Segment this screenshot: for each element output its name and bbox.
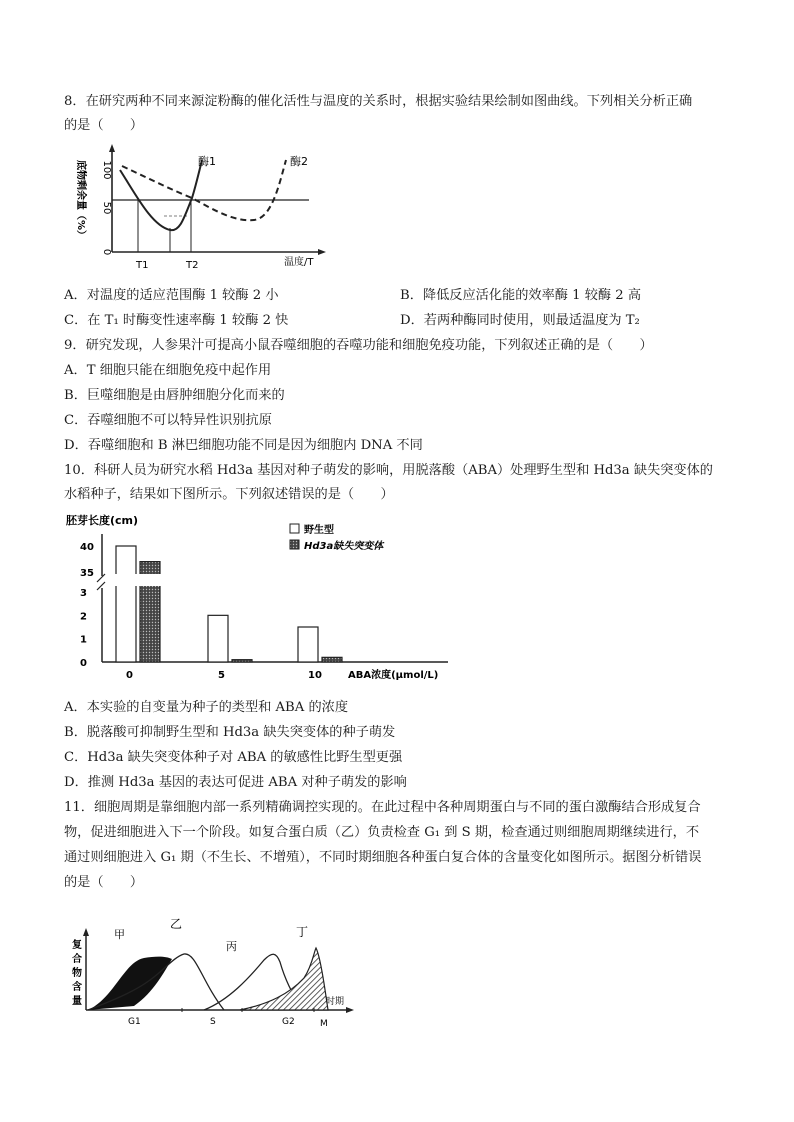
q10-bar-break-gap (115, 574, 137, 586)
q10-bar-chart (64, 510, 484, 690)
q10-xlabel: ABA浓度(μmol/L) (348, 670, 439, 681)
q10-ytick: 2 (80, 611, 87, 623)
q10-legend-swatch (290, 524, 299, 533)
q11-area-jia (88, 957, 172, 1010)
q10-xtick: 0 (126, 670, 133, 681)
q10-bar (322, 657, 342, 662)
q10-stem-line1: 10．科研人员为研究水稻 Hd3a 基因对种子萌发的影响，用脱落酸（ABA）处理野生型和 Hd3a 缺失突变体的 (64, 463, 713, 478)
q9-option-a: A．T 细胞只能在细胞免疫中起作用 (64, 363, 272, 378)
q10-xtick: 10 (308, 670, 322, 681)
q8-xlabel: 温度/T (284, 257, 314, 268)
q10-option-b: B．脱落酸可抑制野生型和 Hd3a 缺失突变体的种子萌发 (64, 725, 396, 740)
q11-stem-line4: 的是（ ） (64, 875, 144, 890)
q11-label-ding: 丁 (296, 925, 309, 939)
q10-option-d: D．推测 Hd3a 基因的表达可促进 ABA 对种子萌发的影响 (64, 775, 407, 790)
q10-ylabel: 胚芽长度(cm) (66, 514, 139, 527)
q8-stem-line2: 的是（ ） (64, 118, 144, 133)
q10-bar (298, 627, 318, 662)
q8-ytick-100: 100 (101, 160, 112, 180)
q9-option-d: D．吞噬细胞和 B 淋巴细胞功能不同是因为细胞内 DNA 不同 (64, 438, 423, 453)
q8-option-c: C．在 T₁ 时酶变性速率酶 1 较酶 2 快 (64, 313, 289, 328)
q8-mark-T2: T2 (186, 260, 199, 271)
q10-bar (116, 546, 136, 662)
q10-ytick: 0 (80, 658, 87, 669)
q8-option-a: A．对温度的适应范围酶 1 较酶 2 小 (64, 288, 279, 303)
q9-option-c: C．吞噬细胞不可以特异性识别抗原 (64, 413, 272, 428)
q11-label-jia: 甲 (114, 928, 125, 941)
q8-ytick-0: 0 (101, 248, 112, 256)
q11-phase-g1: G1 (128, 1017, 141, 1027)
q8-stem-line1: 8．在研究两种不同来源淀粉酶的催化活性与温度的关系时，根据实验结果绘制如图曲线。下列相关分析正确 (64, 94, 693, 109)
q11-ylabel-char2: 合 (72, 954, 82, 965)
q11-phase-g2: G2 (282, 1017, 295, 1027)
q11-stem-line1: 11．细胞周期是靠细胞内部一系列精确调控实现的。在此过程中各种周期蛋白与不同的蛋白激酶结合形成复合 (64, 800, 701, 815)
q8-enzyme-graph (64, 140, 364, 275)
q10-ytick: 35 (80, 568, 94, 579)
q10-axis-break-mark (97, 574, 105, 582)
q11-cell-cycle-graph (64, 912, 364, 1032)
q11-ylabel-char1: 复 (72, 940, 82, 951)
q11-area-ding (240, 948, 328, 1010)
q10-legend-label: Hd3a缺失突变体 (304, 541, 384, 552)
q11-ylabel-char3: 物 (72, 968, 82, 979)
q11-ylabel-char5: 量 (72, 996, 82, 1007)
q8-option-b: B．降低反应活化能的效率酶 1 较酶 2 高 (400, 288, 642, 303)
q11-label-bing: 丙 (226, 940, 237, 953)
q10-legend-swatch (290, 540, 299, 549)
q9-stem: 9．研究发现，人参果汁可提高小鼠吞噬细胞的吞噬功能和细胞免疫功能，下列叙述正确的是（ ） (64, 338, 653, 353)
q11-ylabel-char4: 含 (72, 982, 82, 993)
q11-phase-m: M (320, 1019, 328, 1029)
q8-label-enzyme1: 酶1 (198, 155, 216, 168)
q8-label-enzyme2: 酶2 (290, 155, 308, 168)
q10-legend-label: 野生型 (304, 525, 334, 536)
q10-ytick: 1 (80, 634, 87, 646)
q10-bar-break-gap (139, 574, 161, 586)
q10-option-c: C．Hd3a 缺失突变体种子对 ABA 的敏感性比野生型更强 (64, 750, 403, 765)
q11-xlabel: 时期 (326, 997, 345, 1007)
q11-phase-s: S (210, 1017, 216, 1027)
q10-bar (208, 615, 228, 662)
q10-axis-break-mark (97, 582, 105, 590)
q10-stem-line2: 水稻种子，结果如下图所示。下列叙述错误的是（ ） (64, 487, 394, 502)
q9-option-b: B．巨噬细胞是由唇肿细胞分化而来的 (64, 388, 285, 403)
q8-ylabel: 底物剩余量（%） (75, 159, 86, 241)
q11-stem-line3: 通过则细胞进入 G₁ 期（不生长、不增殖），不同时期细胞各种蛋白复合体的含量变化如图所示。据图分析错误 (64, 850, 702, 865)
q11-label-yi: 乙 (170, 917, 183, 931)
q10-bar (232, 660, 252, 662)
q10-option-a: A．本实验的自变量为种子的类型和 ABA 的浓度 (64, 700, 349, 715)
q8-option-d: D．若两种酶同时使用，则最适温度为 T₂ (400, 313, 640, 328)
q8-ytick-50: 50 (101, 201, 112, 215)
q10-ytick: 3 (80, 588, 87, 599)
q11-stem-line2: 物，促进细胞进入下一个阶段。如复合蛋白质（乙）负责检查 G₁ 到 S 期，检查通过则细胞周期继续进行，不 (64, 825, 700, 840)
q10-xtick: 5 (218, 670, 225, 681)
q8-mark-T1: T1 (136, 260, 149, 271)
q10-ytick: 40 (80, 542, 94, 553)
